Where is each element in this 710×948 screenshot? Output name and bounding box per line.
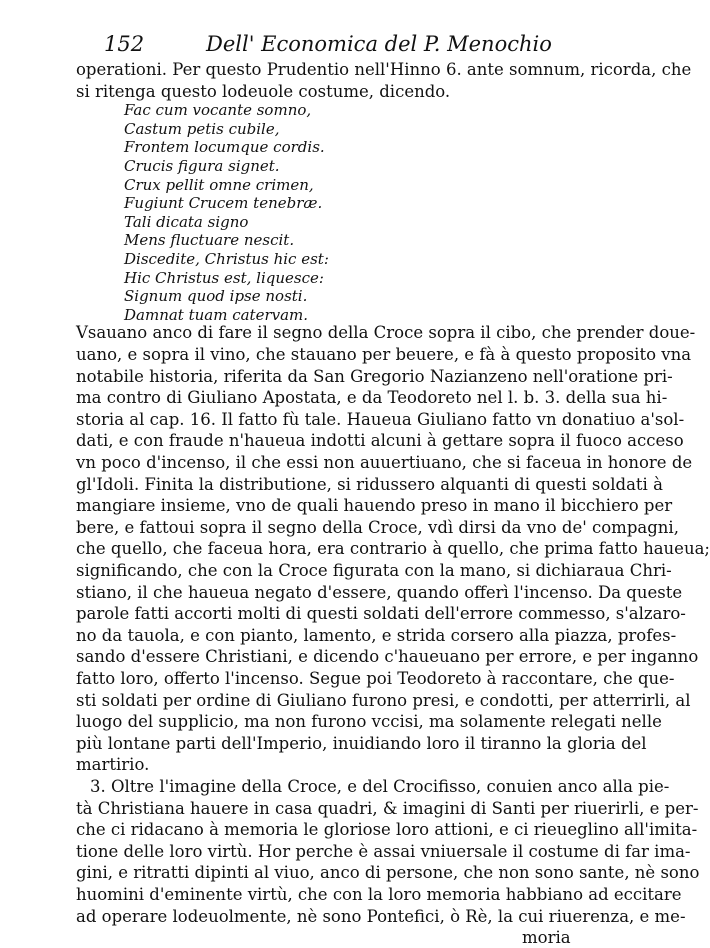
text-line: parole fatti accorti molti di questi soldati dell'errore commesso, s'alzaro- <box>76 604 686 624</box>
text-line: che quello, che faceua hora, era contrario à quello, che prima fatto haueua; <box>76 539 710 559</box>
text-line: gl'Idoli. Finita la distributione, si ridussero alquanti di questi soldati à <box>76 474 663 494</box>
verse-line: Signum quod ipse nosti. <box>124 287 308 306</box>
page-header <box>104 32 584 60</box>
page-number: 152 <box>104 32 145 56</box>
text-line: fatto loro, offerto l'incenso. Segue poi Teodoreto à raccontare, che que- <box>76 669 675 688</box>
text-line: sti soldati per ordine di Giuliano furono presi, e condotti, per atterrirli, al <box>76 690 691 710</box>
text-line: Vsauano anco di fare il segno della Croce sopra il cibo, che prender doue- <box>76 323 696 343</box>
text-line: mangiare insieme, vno de quali hauendo preso in mano il bicchiero per <box>76 496 673 516</box>
verse-line: Tali dicata signo <box>124 212 249 231</box>
verse-line: Castum petis cubile, <box>124 119 280 138</box>
text-line: notabile historia, riferita da San Gregorio Nazianzeno nell'oratione pri- <box>76 366 673 386</box>
text-line: 3. Oltre l'imagine della Croce, e del Crocifisso, conuien anco alla pie- <box>90 777 670 796</box>
verse-line: Mens fluctuare nescit. <box>124 231 295 250</box>
text-line: ad operare lodeuolmente, nè sono Pontefici, ò Rè, la cui riuerenza, e me- <box>76 906 686 926</box>
text-line: si ritenga questo lodeuole costume, dicendo. <box>76 81 451 101</box>
text-line: significando, che con la Croce figurata con la mano, si dichiaraua Chri- <box>76 561 672 580</box>
text-line: ma contro di Giuliano Apostata, e da Teodoreto nel l. b. 3. della sua hi- <box>76 388 668 408</box>
text-line: martirio. <box>76 755 150 775</box>
verse-line: Frontem locumque cordis. <box>124 138 325 157</box>
verse-line: Hic Christus est, liquesce: <box>124 268 324 287</box>
text-line: stiano, il che haueua negato d'essere, quando offerì l'incenso. Da queste <box>76 582 683 602</box>
text-line: uano, e sopra il vino, che stauano per beuere, e fà à questo proposito vna <box>76 345 692 364</box>
text-line: gini, e ritratti dipinti al viuo, anco di persone, che non sono sante, nè sono <box>76 863 700 883</box>
running-title: Dell' Economica del P. Menochio <box>206 32 552 56</box>
text-line: luogo del supplicio, ma non furono vccisi, ma solamente relegati nelle <box>76 712 662 732</box>
text-line: sando d'essere Christiani, e dicendo c'haueuano per errore, e per inganno <box>76 647 699 667</box>
text-line: vn poco d'incenso, il che essi non auuertiuano, che si faceua in honore de <box>76 453 693 472</box>
text-line: no da tauola, e con pianto, lamento, e strida corsero alla piazza, profes- <box>76 625 677 645</box>
catchword: moria <box>522 928 571 948</box>
text-line: dati, e con fraude n'haueua indotti alcuni à gettare sopra il fuoco acceso <box>76 431 684 451</box>
text-line: bere, e fattoui sopra il segno della Croce, vdì dirsi da vno de' compagni, <box>76 517 679 537</box>
text-line: che ci ridacano à memoria le gloriose loro attioni, e ci rieueglino all'imita- <box>76 820 698 840</box>
text-line: tione delle loro virtù. Hor perche è assai vniuersale il costume di far ima- <box>76 841 691 861</box>
text-line: più lontane parti dell'Imperio, inuidiando loro il tiranno la gloria del <box>76 733 647 753</box>
verse-line: Fac cum vocante somno, <box>124 101 312 120</box>
text-line: operationi. Per questo Prudentio nell'Hinno 6. ante somnum, ricorda, che <box>76 60 692 79</box>
text-line: storia al cap. 16. Il fatto fù tale. Haueua Giuliano fatto vn donatiuo a'sol- <box>76 409 685 429</box>
verse-line: Discedite, Christus hic est: <box>124 250 329 268</box>
verse-line: Crux pellit omne crimen, <box>124 175 314 194</box>
text-line: huomini d'eminente virtù, che con la loro memoria habbiano ad eccitare <box>76 885 682 904</box>
text-line: tà Christiana hauere in casa quadri, & imagini di Santi per riuerirli, e per- <box>76 798 699 818</box>
verse-line: Damnat tuam catervam. <box>124 305 309 324</box>
verse-line: Fugiunt Crucem tenebræ. <box>124 194 323 213</box>
verse-line: Crucis figura signet. <box>124 157 280 175</box>
